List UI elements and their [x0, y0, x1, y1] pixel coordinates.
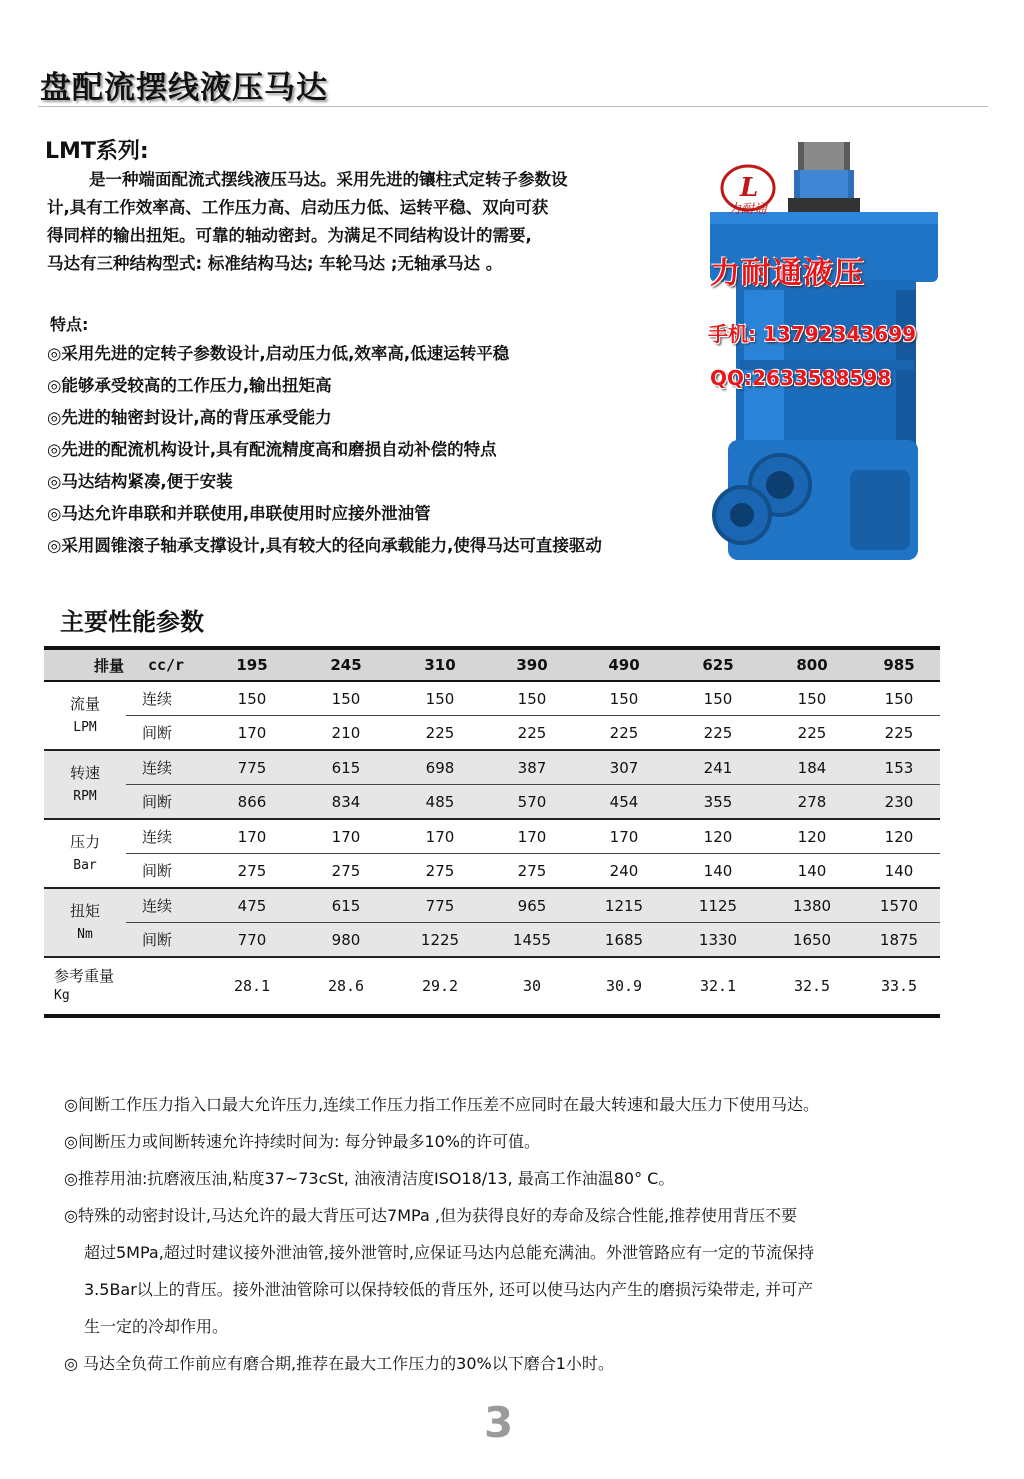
- page-number: 3: [484, 1398, 514, 1447]
- row-label: 连续: [126, 681, 206, 716]
- features-list: [47, 340, 602, 564]
- value-cell: 150: [298, 681, 394, 716]
- weight-label-text: 参考重量: [54, 967, 115, 985]
- group-unit: Nm: [77, 926, 93, 942]
- value-cell: 1650: [766, 923, 858, 958]
- value-cell: 475: [206, 888, 298, 923]
- weight-cell: 33.5: [858, 957, 940, 1016]
- intro-line: 得同样的输出扭矩。可靠的轴动密封。为满足不同结构设计的需要,: [47, 226, 532, 245]
- table-row: [44, 716, 940, 751]
- displacement-cell: 195: [206, 648, 298, 681]
- performance-heading: 主要性能参数: [60, 608, 204, 636]
- row-label: 间断: [126, 923, 206, 958]
- value-cell: 698: [394, 750, 486, 785]
- value-cell: 275: [298, 854, 394, 889]
- weight-unit: Kg: [54, 988, 70, 1003]
- feature-item: ◎能够承受较高的工作压力,输出扭矩高: [47, 376, 332, 395]
- weight-cell: 28.1: [206, 957, 298, 1016]
- row-label: 间断: [126, 785, 206, 820]
- value-cell: 150: [206, 681, 298, 716]
- qq-watermark: QQ:2633588598: [710, 366, 892, 390]
- table-row: [44, 681, 940, 716]
- value-cell: 275: [206, 854, 298, 889]
- row-label: 间断: [126, 716, 206, 751]
- value-cell: 140: [670, 854, 766, 889]
- value-cell: 1455: [486, 923, 578, 958]
- value-cell: 775: [394, 888, 486, 923]
- value-cell: 1570: [858, 888, 940, 923]
- value-cell: 1875: [858, 923, 940, 958]
- value-cell: 278: [766, 785, 858, 820]
- row-label: 连续: [126, 819, 206, 854]
- weight-row: [44, 957, 940, 1016]
- value-cell: 980: [298, 923, 394, 958]
- value-cell: 965: [486, 888, 578, 923]
- value-cell: 150: [394, 681, 486, 716]
- feature-item: ◎先进的配流机构设计,具有配流精度高和磨损自动补偿的特点: [47, 440, 497, 459]
- notes-section: [64, 1086, 974, 1382]
- value-cell: 834: [298, 785, 394, 820]
- value-cell: 225: [486, 716, 578, 751]
- value-cell: 1685: [578, 923, 670, 958]
- value-cell: 454: [578, 785, 670, 820]
- note-line: 超过5MPa,超过时建议接外泄油管,接外泄管时,应保证马达内总能充满油。外泄管路应有一定的节流保持: [84, 1243, 814, 1262]
- value-cell: 150: [766, 681, 858, 716]
- value-cell: 570: [486, 785, 578, 820]
- value-cell: 770: [206, 923, 298, 958]
- feature-item: ◎马达允许串联和并联使用,串联使用时应接外泄油管: [47, 504, 431, 523]
- group-label: [44, 888, 126, 957]
- header-label: 排量: [44, 648, 126, 681]
- value-cell: 355: [670, 785, 766, 820]
- group-label: [44, 681, 126, 750]
- note-line: ◎间断压力或间断转速允许持续时间为: 每分钟最多10%的许可值。: [64, 1132, 541, 1151]
- value-cell: 307: [578, 750, 670, 785]
- header-unit: cc/r: [126, 648, 206, 681]
- value-cell: 1225: [394, 923, 486, 958]
- value-cell: 120: [766, 819, 858, 854]
- value-cell: 170: [206, 716, 298, 751]
- weight-cell: 30.9: [578, 957, 670, 1016]
- value-cell: 184: [766, 750, 858, 785]
- value-cell: 120: [670, 819, 766, 854]
- value-cell: 150: [578, 681, 670, 716]
- value-cell: 615: [298, 750, 394, 785]
- table-row: [44, 819, 940, 854]
- value-cell: 225: [670, 716, 766, 751]
- note-line: ◎间断工作压力指入口最大允许压力,连续工作压力指工作压差不应同时在最大转速和最大压力下使用马达。: [64, 1095, 820, 1114]
- phone-watermark: 手机: 13792343699: [708, 322, 917, 346]
- intro-line: 马达有三种结构型式: 标准结构马达; 车轮马达 ;无轴承马达 。: [47, 254, 503, 273]
- value-cell: 140: [858, 854, 940, 889]
- value-cell: 170: [298, 819, 394, 854]
- features-heading: 特点:: [50, 315, 89, 334]
- note-line: 生一定的冷却作用。: [84, 1317, 229, 1336]
- title-divider: [38, 106, 988, 107]
- value-cell: 1215: [578, 888, 670, 923]
- table-row: [44, 750, 940, 785]
- intro-line: 是一种端面配流式摆线液压马达。采用先进的镶柱式定转子参数设: [89, 170, 568, 189]
- weight-cell: 28.6: [298, 957, 394, 1016]
- value-cell: 240: [578, 854, 670, 889]
- weight-cell: 32.1: [670, 957, 766, 1016]
- note-line: ◎ 马达全负荷工作前应有磨合期,推荐在最大工作压力的30%以下磨合1小时。: [64, 1354, 614, 1373]
- displacement-cell: 390: [486, 648, 578, 681]
- row-label: 连续: [126, 888, 206, 923]
- product-photo: [700, 140, 940, 580]
- intro-paragraph: [47, 166, 657, 278]
- value-cell: 225: [858, 716, 940, 751]
- row-label: 间断: [126, 854, 206, 889]
- group-label: [44, 819, 126, 888]
- value-cell: 275: [394, 854, 486, 889]
- logo-caption: 力耐通: [728, 202, 768, 217]
- value-cell: 775: [206, 750, 298, 785]
- table-header-row: [44, 648, 940, 681]
- value-cell: 153: [858, 750, 940, 785]
- note-line: 3.5Bar以上的背压。接外泄油管除可以保持较低的背压外, 还可以使马达内产生的磨损污染带走, 并可产: [84, 1280, 814, 1299]
- displacement-cell: 625: [670, 648, 766, 681]
- value-cell: 210: [298, 716, 394, 751]
- value-cell: 140: [766, 854, 858, 889]
- value-cell: 225: [394, 716, 486, 751]
- value-cell: 1125: [670, 888, 766, 923]
- value-cell: 170: [206, 819, 298, 854]
- series-heading: LMT系列:: [45, 139, 149, 164]
- note-line: ◎特殊的动密封设计,马达允许的最大背压可达7MPa ,但为获得良好的寿命及综合性能,推荐使用背压不要: [64, 1206, 798, 1225]
- group-unit: LPM: [73, 719, 97, 735]
- value-cell: 150: [858, 681, 940, 716]
- svg-text:L: L: [740, 173, 759, 203]
- group-name: 流量: [69, 694, 100, 713]
- value-cell: 241: [670, 750, 766, 785]
- feature-item: ◎采用先进的定转子参数设计,启动压力低,效率高,低速运转平稳: [47, 344, 510, 363]
- value-cell: 485: [394, 785, 486, 820]
- group-name: 转速: [69, 763, 100, 782]
- group-name: 扭矩: [69, 901, 100, 920]
- value-cell: 1330: [670, 923, 766, 958]
- table-row: [44, 923, 940, 958]
- group-unit: Bar: [73, 857, 97, 873]
- value-cell: 615: [298, 888, 394, 923]
- feature-item: ◎先进的轴密封设计,高的背压承受能力: [47, 408, 332, 427]
- weight-cell: 29.2: [394, 957, 486, 1016]
- value-cell: 170: [578, 819, 670, 854]
- value-cell: 387: [486, 750, 578, 785]
- performance-table: [44, 646, 940, 1018]
- displacement-cell: 490: [578, 648, 670, 681]
- value-cell: 150: [486, 681, 578, 716]
- group-name: 压力: [69, 832, 100, 851]
- note-line: ◎推荐用油:抗磨液压油,粘度37~73cSt, 油液清洁度ISO18/13, 最高工作油温80° C。: [64, 1169, 675, 1188]
- table-row: [44, 785, 940, 820]
- feature-item: ◎马达结构紧凑,便于安装: [47, 472, 233, 491]
- value-cell: 150: [670, 681, 766, 716]
- brand-watermark: 力耐通液压: [710, 256, 865, 291]
- row-label: 连续: [126, 750, 206, 785]
- intro-line: 计,具有工作效率高、工作压力高、启动压力低、运转平稳、双向可获: [47, 198, 549, 217]
- page-title: 盘配流摆线液压马达: [40, 70, 328, 106]
- performance-table-body: [44, 648, 940, 1016]
- value-cell: 120: [858, 819, 940, 854]
- table-row: [44, 888, 940, 923]
- feature-item: ◎采用圆锥滚子轴承支撑设计,具有较大的径向承载能力,使得马达可直接驱动: [47, 536, 602, 555]
- value-cell: 230: [858, 785, 940, 820]
- group-label: [44, 750, 126, 819]
- group-unit: RPM: [73, 788, 97, 804]
- weight-cell: 30: [486, 957, 578, 1016]
- table-row: [44, 854, 940, 889]
- displacement-cell: 985: [858, 648, 940, 681]
- weight-cell: 32.5: [766, 957, 858, 1016]
- displacement-cell: 800: [766, 648, 858, 681]
- value-cell: 225: [766, 716, 858, 751]
- value-cell: 1380: [766, 888, 858, 923]
- displacement-cell: 310: [394, 648, 486, 681]
- displacement-cell: 245: [298, 648, 394, 681]
- value-cell: 170: [394, 819, 486, 854]
- value-cell: 225: [578, 716, 670, 751]
- value-cell: 866: [206, 785, 298, 820]
- value-cell: 170: [486, 819, 578, 854]
- weight-label: [44, 957, 206, 1016]
- value-cell: 275: [486, 854, 578, 889]
